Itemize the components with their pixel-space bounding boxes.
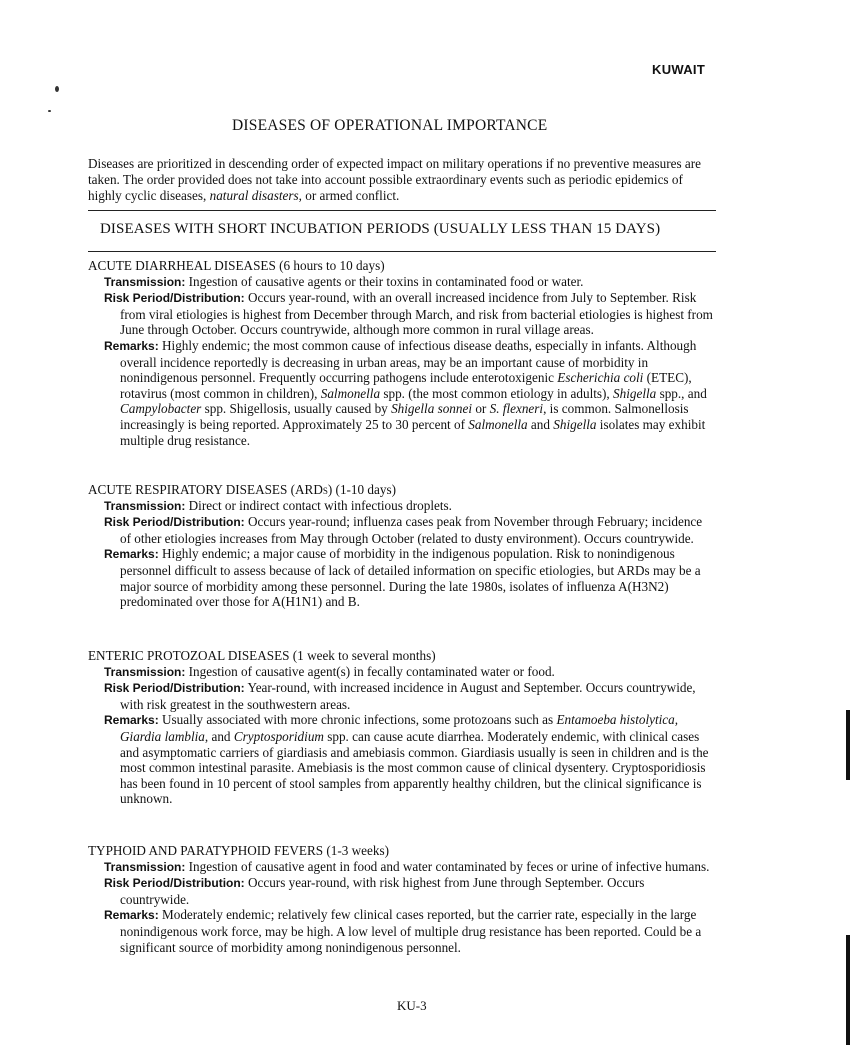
disease-detail-item [88, 514, 713, 546]
body-text: Highly endemic; the most common cause of infectious disease deaths, especially in infants. Although overall incidence reportedly is decreasing in urban areas, may be an important cause of morbidity in nonindigenous personnel. Frequently occurring pathogens include enterotoxigenic [120, 337, 697, 386]
detail-label: Remarks: [104, 338, 159, 353]
incubation-period: (1-10 days) [332, 482, 396, 497]
detail-label: Risk Period/Distribution: [104, 681, 245, 696]
disease-detail-item [88, 546, 713, 609]
disease-section-respiratory [88, 482, 713, 610]
disease-detail-item [88, 664, 713, 681]
divider-bottom [88, 251, 716, 252]
disease-detail-item [88, 712, 713, 807]
italic-text: Shigella [613, 385, 657, 401]
body-text: Year-round, with increased incidence in August and September. Occurs countrywide, with risk greatest in the southwestern areas. [120, 680, 696, 712]
italic-text: Entamoeba histolytica, Giardia lamblia [120, 712, 679, 744]
disease-detail-item [88, 290, 713, 338]
disease-heading [88, 843, 713, 859]
body-text: Occurs year-round; influenza cases peak from November through February; incidence of other etiologies increases from May through October (related to dusty environment). Occurs countrywide. [120, 514, 703, 546]
incubation-period: (1-3 weeks) [323, 843, 390, 858]
italic-text: Escherichia coli [557, 370, 644, 386]
body-text: Ingestion of causative agents or their toxins in contaminated food or water. [185, 273, 584, 289]
body-text: Direct or indirect contact with infectious droplets. [185, 497, 452, 513]
italic-text: Shigella sonnei [391, 401, 473, 417]
detail-label: Remarks: [104, 547, 159, 562]
body-text: isolates may exhibit multiple drug resistance. [120, 416, 706, 448]
body-text: , is common. Salmonellosis increasingly is being reported. Approximately 25 to 30 percent of [120, 401, 689, 432]
body-text: Ingestion of causative agent(s) in fecally contaminated water or food. [185, 663, 555, 679]
incubation-period: (6 hours to 10 days) [275, 258, 385, 273]
detail-label: Transmission: [104, 859, 186, 874]
disease-name: ENTERIC PROTOZOAL DISEASES [88, 648, 290, 663]
disease-heading [88, 482, 713, 498]
section-subheading: DISEASES WITH SHORT INCUBATION PERIODS (USUALLY LESS THAN 15 DAYS) [100, 221, 661, 237]
detail-label: Remarks: [104, 908, 159, 923]
body-text: spp. (the most common etiology in adults), [380, 385, 614, 401]
divider-top [88, 210, 716, 211]
body-text: spp. Shigellosis, usually caused by [201, 401, 392, 417]
intro-paragraph [88, 156, 708, 204]
italic-text: Salmonella [468, 416, 528, 432]
body-text: Diseases are prioritized in descending order of expected impact on military operations if no preventive measures are taken. The order provided does not take into account possible extraordinary events such as periodic epidemics of highly cyclic diseases, [88, 156, 701, 203]
detail-label: Transmission: [104, 664, 186, 679]
disease-heading [88, 258, 713, 274]
detail-label: Remarks: [104, 713, 159, 728]
scan-speck [55, 86, 59, 92]
disease-detail-item [88, 338, 713, 448]
incubation-period: (1 week to several months) [289, 648, 436, 663]
disease-section-typhoid [88, 843, 713, 955]
italic-text: Campylobacter [120, 401, 202, 417]
scan-speck [48, 110, 51, 112]
body-text: Highly endemic; a major cause of morbidity in the indigenous population. Risk to nonindigenous personnel difficult to assess because of lack of detailed information on specific etiologies, but ARDs may be a major source of morbidity among these personnel. During the late 1980s, isolates of influenza A(H3N2) predominated over those for A(H1N1) and B. [120, 546, 701, 610]
disease-detail-item [88, 498, 713, 515]
page-number: KU-3 [397, 998, 427, 1013]
disease-detail-item [88, 907, 713, 955]
disease-heading [88, 648, 713, 664]
disease-detail-item [88, 680, 713, 712]
disease-detail-item [88, 859, 713, 876]
body-text: Ingestion of causative agent in food and water contaminated by feces or urine of infective humans. [185, 858, 710, 874]
detail-label: Risk Period/Distribution: [104, 515, 245, 530]
scan-edge-mark [846, 710, 850, 780]
detail-label: Risk Period/Distribution: [104, 876, 245, 891]
body-text: and [527, 416, 554, 432]
disease-detail-item [88, 274, 713, 291]
italic-text: natural disasters [209, 188, 299, 203]
body-text: spp. can cause acute diarrhea. Moderately endemic, with clinical cases and asymptomatic carriers of giardiasis and amebiasis common. Giardiasis usually is seen in children and is the most common intestinal parasite. Amebiasis is the most common cause of clinical dysentery. Cryptosporidiosis has been found in 10 percent of stool samples from apparently healthy children, but the clinical significance is unknown. [120, 728, 709, 807]
detail-label: Transmission: [104, 274, 186, 289]
country-header: KUWAIT [652, 62, 706, 77]
italic-text: Shigella [553, 416, 597, 432]
body-text: spp., and [656, 385, 707, 401]
body-text: Usually associated with more chronic infections, some protozoans such as [158, 712, 557, 728]
disease-detail-item [88, 875, 713, 907]
body-text: Occurs year-round, with risk highest from June through September. Occurs countrywide. [120, 875, 645, 907]
body-text: or [472, 401, 490, 417]
detail-label: Transmission: [104, 498, 186, 513]
detail-label: Risk Period/Distribution: [104, 291, 245, 306]
disease-name: ACUTE DIARRHEAL DISEASES [88, 258, 276, 273]
disease-name: ACUTE RESPIRATORY DISEASES (ARDs) [88, 482, 333, 497]
scan-edge-mark [846, 935, 850, 1045]
body-text: Occurs year-round, with an overall increased incidence from July to September. Risk from viral etiologies is highest from December through March, and risk from bacterial etiologies is highest from June through October. Occurs countrywide, although more common in rural village areas. [120, 290, 713, 338]
disease-section-diarrheal [88, 258, 713, 448]
body-text: (ETEC), rotavirus (most common in children), [120, 370, 692, 401]
disease-name: TYPHOID AND PARATYPHOID FEVERS [88, 843, 324, 858]
body-text: , and [204, 728, 234, 744]
body-text: , or armed conflict. [298, 188, 400, 203]
italic-text: Cryptosporidium [233, 728, 324, 744]
italic-text: Salmonella [320, 385, 381, 401]
body-text: Moderately endemic; relatively few clinical cases reported, but the carrier rate, especially in the large nonindigenous work force, may be high. A low level of multiple drug resistance has been reported. Could be a significant source of morbidity among nonindigenous personnel. [120, 907, 702, 955]
italic-text: S. flexneri [489, 401, 544, 417]
page-title: DISEASES OF OPERATIONAL IMPORTANCE [232, 117, 548, 134]
disease-section-protozoal [88, 648, 713, 807]
